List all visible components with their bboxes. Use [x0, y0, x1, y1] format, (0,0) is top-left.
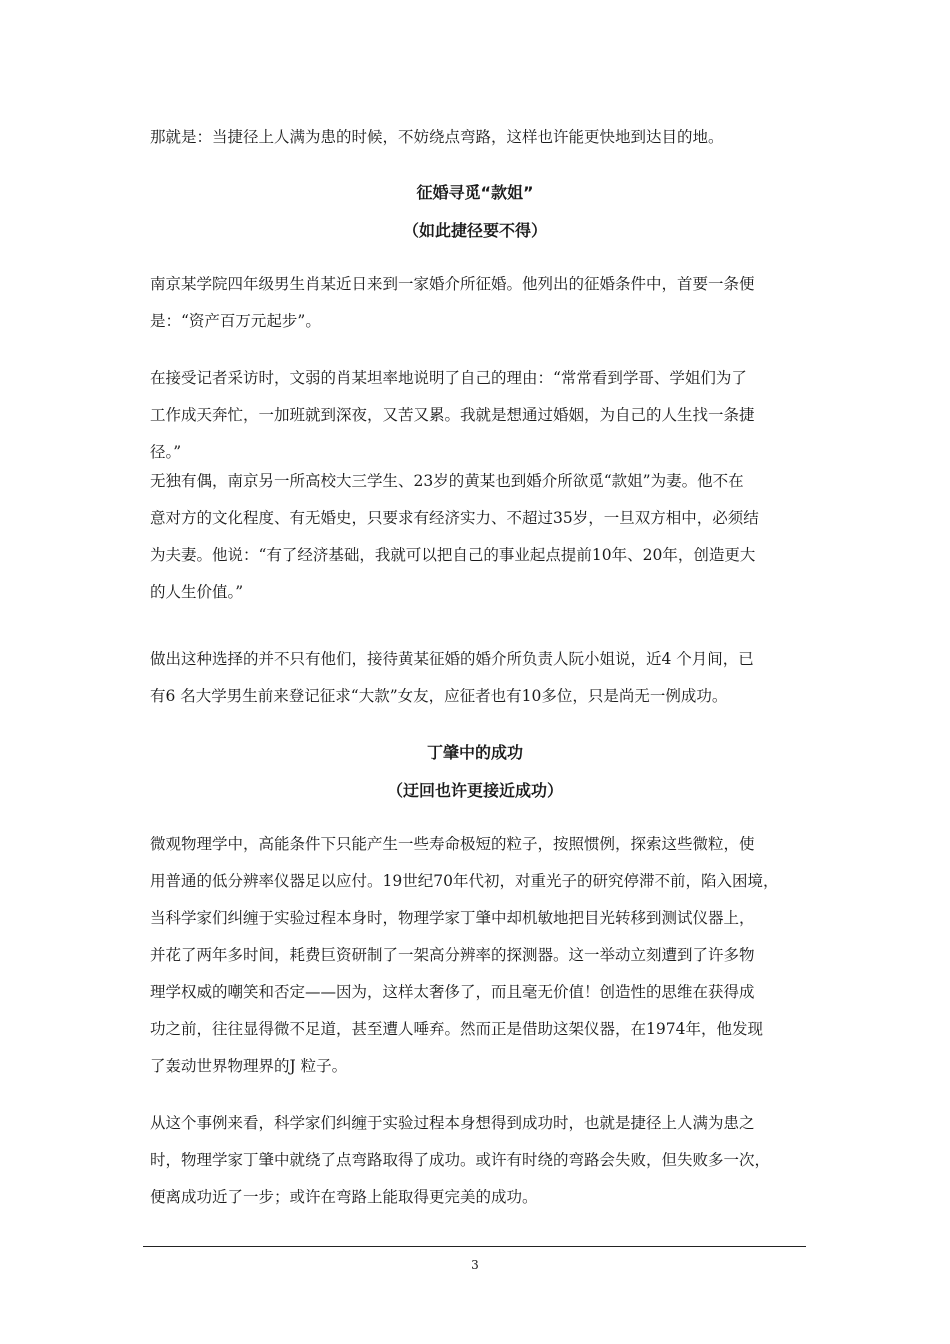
text-line: 意对方的文化程度、有无婚史，只要求有经济实力、不超过35岁，一旦双方相中，必须结 — [150, 509, 759, 527]
text-line: 径。” — [150, 443, 182, 461]
paragraph-interview — [150, 360, 810, 611]
text-line: 工作成天奔忙，一加班就到深夜，又苦又累。我就是想通过婚姻，为自己的人生找一条捷 — [150, 406, 755, 424]
text-line: 南京某学院四年级男生肖某近日来到一家婚介所征婚。他列出的征婚条件中，首要一条便 — [150, 275, 755, 293]
text-line: 用普通的低分辨率仪器足以应付。19世纪70年代初，对重光子的研究停滞不前，陷入困境， — [150, 872, 779, 890]
text-line: 有6 名大学男生前来登记征求“大款”女友，应征者也有10多位，只是尚无一例成功。 — [150, 687, 728, 705]
section-subheading-ting: （迂回也许更接近成功） — [386, 781, 563, 800]
text-line: 在接受记者采访时，文弱的肖某坦率地说明了自己的理由：“常常看到学哥、学姐们为了 — [150, 369, 747, 387]
section-heading-ting: 丁肇中的成功 — [426, 743, 523, 762]
paragraph-matchmaker — [150, 641, 810, 715]
paragraph-physics — [150, 826, 810, 1085]
text-line: 的人生价值。” — [150, 583, 244, 601]
text-line: 为夫妻。他说：“有了经济基础，我就可以把自己的事业起点提前10年、20年，创造更大 — [150, 546, 756, 564]
section-subheading-marriage: （如此捷径要不得） — [402, 221, 547, 240]
text-line: 当科学家们纠缠于实验过程本身时，物理学家丁肇中却机敏地把目光转移到测试仪器上， — [150, 909, 755, 927]
text-line: 是：“资产百万元起步”。 — [150, 312, 321, 330]
text-line: 了轰动世界物理界的J 粒子。 — [150, 1057, 348, 1075]
page-number: 3 — [471, 1258, 479, 1272]
text-line: 从这个事例来看，科学家们纠缠于实验过程本身想得到成功时，也就是捷径上人满为患之 — [150, 1114, 755, 1132]
paragraph-xiao — [150, 266, 810, 340]
text-line: 那就是：当捷径上人满为患的时候，不妨绕点弯路，这样也许能更快地到达目的地。 — [150, 128, 724, 146]
text-line: 时，物理学家丁肇中就绕了点弯路取得了成功。或许有时绕的弯路会失败，但失败多一次， — [150, 1151, 771, 1169]
text-line: 功之前，往往显得微不足道，甚至遭人唾弃。然而正是借助这架仪器，在1974年，他发现 — [150, 1020, 763, 1038]
text-line: 并花了两年多时间，耗费巨资研制了一架高分辨率的探测器。这一举动立刻遭到了许多物 — [150, 946, 755, 964]
text-line: 理学权威的嘲笑和否定——因为，这样太奢侈了，而且毫无价值！创造性的思维在获得成 — [150, 983, 755, 1001]
text-line: 微观物理学中，高能条件下只能产生一些寿命极短的粒子，按照惯例，探索这些微粒，使 — [150, 835, 755, 853]
text-line: 便离成功近了一步；或许在弯路上能取得更完美的成功。 — [150, 1188, 538, 1206]
intro-paragraph — [150, 119, 810, 156]
text-line: 无独有偶，南京另一所高校大三学生、23岁的黄某也到婚介所欲觅“款姐”为妻。他不在 — [150, 472, 744, 490]
text-line: 做出这种选择的并不只有他们，接待黄某征婚的婚介所负责人阮小姐说，近4 个月间，已 — [150, 650, 754, 668]
footer-divider — [143, 1246, 806, 1247]
paragraph-conclusion — [150, 1105, 810, 1216]
section-heading-marriage: 征婚寻觅“款姐” — [416, 183, 534, 202]
